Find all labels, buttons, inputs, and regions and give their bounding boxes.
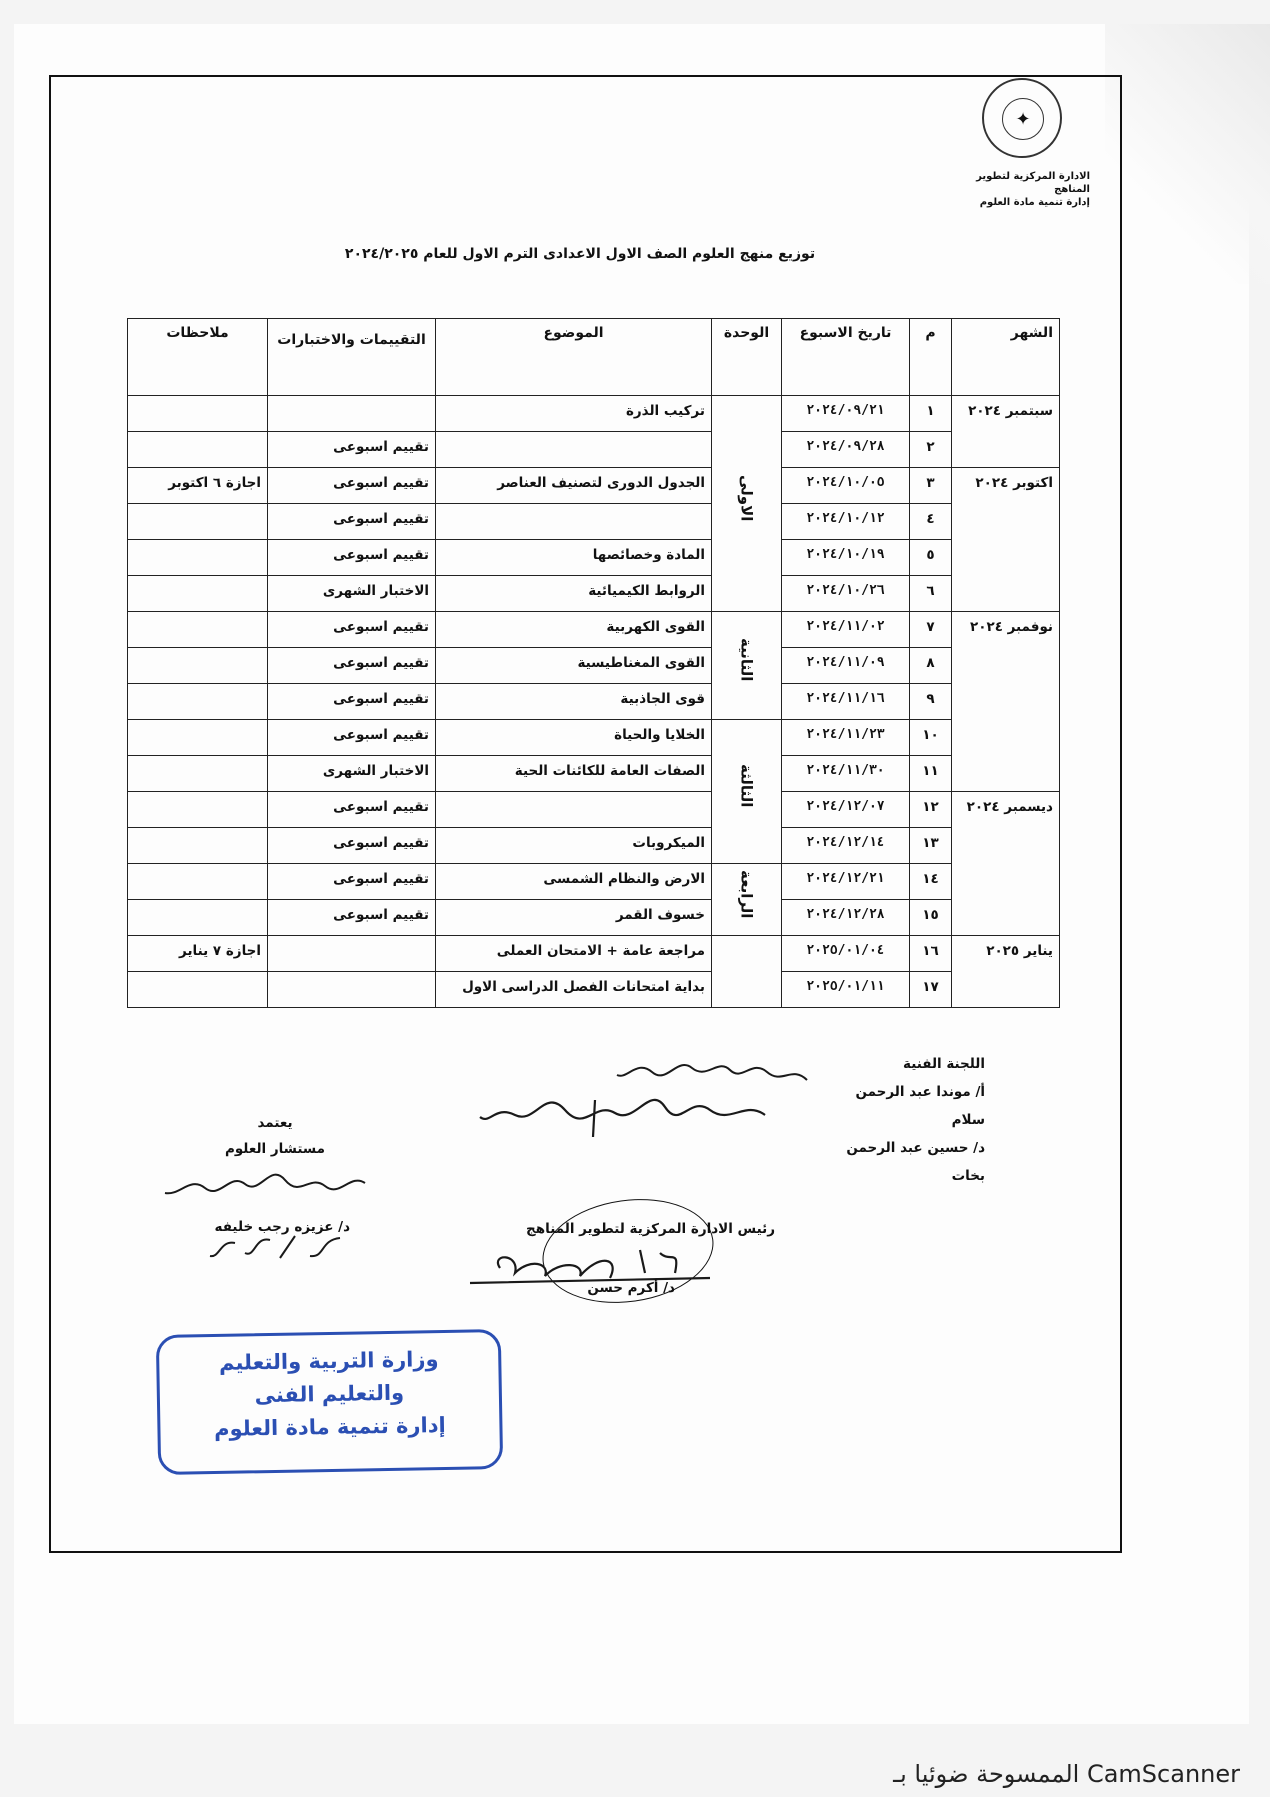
week-date: ٢٠٢٤/١٠/٢٦ bbox=[782, 576, 910, 612]
notes-cell bbox=[128, 648, 268, 684]
table-row bbox=[128, 936, 1060, 972]
row-number: ٨ bbox=[910, 648, 952, 684]
stamp-line-2: والتعليم الفنى bbox=[254, 1380, 405, 1408]
week-date: ٢٠٢٤/١١/١٦ bbox=[782, 684, 910, 720]
topic-cell: خسوف القمر bbox=[436, 900, 712, 936]
approval-label: يعتمد bbox=[257, 1115, 293, 1131]
topic-cell: الميكروبات bbox=[436, 828, 712, 864]
approval-name: د/ عزيزه رجب خليفه bbox=[214, 1219, 350, 1235]
head-title: رئيس الادارة المركزية لتطوير المناهج bbox=[526, 1221, 775, 1237]
topic-cell: الارض والنظام الشمسى bbox=[436, 864, 712, 900]
month-cell: نوفمبر ٢٠٢٤ bbox=[952, 612, 1060, 792]
row-number: ٦ bbox=[910, 576, 952, 612]
assessment-cell: تقييم اسبوعى bbox=[268, 900, 436, 936]
month-cell: اكتوبر ٢٠٢٤ bbox=[952, 468, 1060, 612]
approval-date-handwritten bbox=[200, 1228, 350, 1268]
topic-cell: القوى الكهربية bbox=[436, 612, 712, 648]
unit-label: الاولى bbox=[737, 474, 756, 522]
week-date: ٢٠٢٤/٠٩/٢١ bbox=[782, 396, 910, 432]
col-month: الشهر bbox=[952, 319, 1060, 396]
assessment-cell: تقييم اسبوعى bbox=[268, 432, 436, 468]
week-date: ٢٠٢٤/١٢/٠٧ bbox=[782, 792, 910, 828]
notes-cell bbox=[128, 972, 268, 1008]
week-date: ٢٠٢٥/٠١/٠٤ bbox=[782, 936, 910, 972]
notes-cell bbox=[128, 576, 268, 612]
notes-cell bbox=[128, 612, 268, 648]
week-date: ٢٠٢٥/٠١/١١ bbox=[782, 972, 910, 1008]
col-num: م bbox=[910, 319, 952, 396]
approval-role: مستشار العلوم bbox=[224, 1141, 326, 1157]
table-row bbox=[128, 540, 1060, 576]
assessment-cell: الاختبار الشهرى bbox=[268, 756, 436, 792]
assessment-cell: تقييم اسبوعى bbox=[268, 468, 436, 504]
month-cell: يناير ٢٠٢٥ bbox=[952, 936, 1060, 1008]
logo-caption-line1: الادارة المركزية لتطوير المناهج bbox=[976, 171, 1090, 195]
table-row bbox=[128, 396, 1060, 432]
topic-cell: الصفات العامة للكائنات الحية bbox=[436, 756, 712, 792]
committee-title: اللجنة الفنية bbox=[903, 1056, 985, 1072]
unit-cell bbox=[712, 612, 782, 720]
unit-label: الرابعة bbox=[737, 869, 756, 919]
notes-cell bbox=[128, 504, 268, 540]
department-stamp bbox=[156, 1329, 503, 1475]
topic-cell: المادة وخصائصها bbox=[436, 540, 712, 576]
topic-cell: الجدول الدورى لتصنيف العناصر bbox=[436, 468, 712, 504]
month-cell: ديسمبر ٢٠٢٤ bbox=[952, 792, 1060, 936]
head-name: د/ أكرم حسن bbox=[587, 1280, 675, 1296]
row-number: ١٥ bbox=[910, 900, 952, 936]
col-unit: الوحدة bbox=[712, 319, 782, 396]
committee-signature-2 bbox=[475, 1095, 775, 1140]
row-number: ٥ bbox=[910, 540, 952, 576]
unit-cell bbox=[712, 396, 782, 612]
unit-label: الثالثة bbox=[737, 764, 756, 808]
stamp-line-3: إدارة تنمية مادة العلوم bbox=[213, 1412, 446, 1442]
ministry-logo bbox=[982, 78, 1062, 158]
notes-cell bbox=[128, 432, 268, 468]
assessment-cell: تقييم اسبوعى bbox=[268, 612, 436, 648]
row-number: ٣ bbox=[910, 468, 952, 504]
notes-cell: اجازة ٧ يناير bbox=[128, 936, 268, 972]
table-row bbox=[128, 972, 1060, 1008]
notes-cell bbox=[128, 720, 268, 756]
committee-member-2: د/ حسين عبد الرحمن بخات bbox=[846, 1140, 985, 1184]
table-header-row bbox=[128, 319, 1060, 396]
row-number: ١٦ bbox=[910, 936, 952, 972]
notes-cell bbox=[128, 684, 268, 720]
week-date: ٢٠٢٤/١٢/٢١ bbox=[782, 864, 910, 900]
assessment-cell: الاختبار الشهرى bbox=[268, 576, 436, 612]
topic-cell: مراجعة عامة + الامتحان العملى bbox=[436, 936, 712, 972]
week-date: ٢٠٢٤/١٠/٠٥ bbox=[782, 468, 910, 504]
committee-signature-1 bbox=[612, 1060, 812, 1090]
week-date: ٢٠٢٤/١١/٢٣ bbox=[782, 720, 910, 756]
topic-cell bbox=[436, 792, 712, 828]
table-row bbox=[128, 756, 1060, 792]
notes-cell bbox=[128, 540, 268, 576]
notes-cell bbox=[128, 396, 268, 432]
document-title: توزيع منهج العلوم الصف الاول الاعدادى الترم الاول للعام ٢٠٢٤/٢٠٢٥ bbox=[344, 246, 816, 262]
eagle-emblem-icon: ✦ bbox=[1002, 98, 1044, 140]
table-row bbox=[128, 576, 1060, 612]
unit-label: الثانية bbox=[737, 638, 756, 682]
page-fold-corner bbox=[1105, 24, 1270, 284]
topic-cell: الروابط الكيميائية bbox=[436, 576, 712, 612]
table-row bbox=[128, 792, 1060, 828]
table-row bbox=[128, 684, 1060, 720]
col-notes: ملاحظات bbox=[128, 319, 268, 396]
row-number: ١٣ bbox=[910, 828, 952, 864]
topic-cell: القوى المغناطيسية bbox=[436, 648, 712, 684]
week-date: ٢٠٢٤/١٠/١٢ bbox=[782, 504, 910, 540]
table-row bbox=[128, 432, 1060, 468]
notes-cell bbox=[128, 828, 268, 864]
assessment-cell: تقييم اسبوعى bbox=[268, 648, 436, 684]
assessment-cell bbox=[268, 936, 436, 972]
week-date: ٢٠٢٤/٠٩/٢٨ bbox=[782, 432, 910, 468]
committee-member-1: أ/ موندا عبد الرحمن سلام bbox=[855, 1084, 985, 1128]
notes-cell bbox=[128, 756, 268, 792]
table-row bbox=[128, 612, 1060, 648]
topic-cell bbox=[436, 504, 712, 540]
row-number: ١ bbox=[910, 396, 952, 432]
month-cell: سبتمبر ٢٠٢٤ bbox=[952, 396, 1060, 468]
table-row bbox=[128, 468, 1060, 504]
camscanner-watermark: الممسوحة ضوئيا بـ CamScanner bbox=[893, 1760, 1240, 1788]
notes-cell bbox=[128, 792, 268, 828]
col-assessment: التقييمات والاختبارات bbox=[268, 319, 436, 396]
row-number: ١٢ bbox=[910, 792, 952, 828]
logo-caption-line2: إدارة تنمية مادة العلوم bbox=[979, 197, 1090, 208]
col-topic: الموضوع bbox=[436, 319, 712, 396]
notes-cell: اجازة ٦ اكتوبر bbox=[128, 468, 268, 504]
topic-cell bbox=[436, 432, 712, 468]
row-number: ٢ bbox=[910, 432, 952, 468]
table-row bbox=[128, 648, 1060, 684]
row-number: ٧ bbox=[910, 612, 952, 648]
week-date: ٢٠٢٤/١١/٠٩ bbox=[782, 648, 910, 684]
week-date: ٢٠٢٤/١١/٣٠ bbox=[782, 756, 910, 792]
topic-cell: الخلايا والحياة bbox=[436, 720, 712, 756]
topic-cell: قوى الجاذبية bbox=[436, 684, 712, 720]
week-date: ٢٠٢٤/١٢/٢٨ bbox=[782, 900, 910, 936]
unit-cell bbox=[712, 864, 782, 936]
assessment-cell: تقييم اسبوعى bbox=[268, 828, 436, 864]
table-row bbox=[128, 900, 1060, 936]
assessment-cell: تقييم اسبوعى bbox=[268, 720, 436, 756]
topic-cell: بداية امتحانات الفصل الدراسى الاول bbox=[436, 972, 712, 1008]
week-date: ٢٠٢٤/١٠/١٩ bbox=[782, 540, 910, 576]
week-date: ٢٠٢٤/١٢/١٤ bbox=[782, 828, 910, 864]
technical-committee bbox=[820, 1050, 985, 1190]
curriculum-table bbox=[127, 318, 1060, 1008]
row-number: ٤ bbox=[910, 504, 952, 540]
unit-cell bbox=[712, 936, 782, 1008]
assessment-cell: تقييم اسبوعى bbox=[268, 540, 436, 576]
assessment-cell: تقييم اسبوعى bbox=[268, 504, 436, 540]
row-number: ٩ bbox=[910, 684, 952, 720]
row-number: ١٠ bbox=[910, 720, 952, 756]
col-date: تاريخ الاسبوع bbox=[782, 319, 910, 396]
stamp-line-1: وزارة التربية والتعليم bbox=[218, 1347, 439, 1375]
notes-cell bbox=[128, 900, 268, 936]
table-row bbox=[128, 720, 1060, 756]
logo-caption bbox=[950, 170, 1090, 209]
row-number: ١٤ bbox=[910, 864, 952, 900]
table-row bbox=[128, 828, 1060, 864]
week-date: ٢٠٢٤/١١/٠٢ bbox=[782, 612, 910, 648]
approval-signature bbox=[160, 1168, 370, 1208]
unit-cell bbox=[712, 720, 782, 864]
topic-cell: تركيب الذرة bbox=[436, 396, 712, 432]
notes-cell bbox=[128, 864, 268, 900]
table-row bbox=[128, 504, 1060, 540]
assessment-cell: تقييم اسبوعى bbox=[268, 864, 436, 900]
assessment-cell bbox=[268, 972, 436, 1008]
table-row bbox=[128, 864, 1060, 900]
row-number: ١١ bbox=[910, 756, 952, 792]
assessment-cell bbox=[268, 396, 436, 432]
row-number: ١٧ bbox=[910, 972, 952, 1008]
assessment-cell: تقييم اسبوعى bbox=[268, 792, 436, 828]
assessment-cell: تقييم اسبوعى bbox=[268, 684, 436, 720]
